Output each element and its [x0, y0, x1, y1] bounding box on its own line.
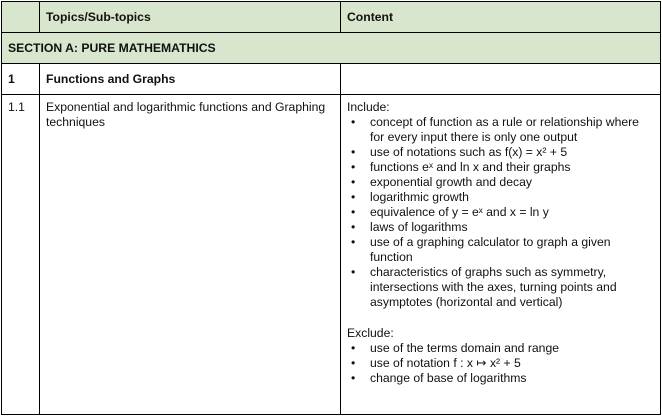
exclude-list	[347, 341, 654, 386]
topic-number: 1	[2, 64, 40, 95]
include-item: • concept of function as a rule or relationship where for every input there is only one output	[347, 115, 654, 145]
subtopic-description: Exponential and logarithmic functions and Graphing techniques	[46, 100, 326, 129]
include-label: Include:	[347, 100, 390, 114]
exclude-label: Exclude:	[347, 326, 394, 340]
subtopic-content-cell	[341, 95, 661, 415]
header-row	[2, 2, 661, 33]
topic-content-cell	[341, 64, 661, 95]
section-title: SECTION A: PURE MATHEMATHICS	[2, 33, 661, 64]
include-item: • logarithmic growth	[347, 190, 654, 205]
include-list	[347, 115, 654, 310]
exclude-item: • change of base of logarithms	[347, 371, 654, 386]
include-item: • laws of logarithms	[347, 220, 654, 235]
exclude-item: • use of the terms domain and range	[347, 341, 654, 356]
topic-row	[2, 64, 661, 95]
include-item: • functions eˣ and ln x and their graphs	[347, 160, 654, 175]
subtopic-number-cell	[2, 95, 40, 415]
section-row	[2, 33, 661, 64]
topic-title: Functions and Graphs	[40, 64, 341, 95]
subtopic-description-cell	[40, 95, 341, 415]
subtopic-row	[2, 95, 661, 415]
syllabus-table	[1, 1, 661, 415]
subtopic-number: 1.1	[8, 100, 25, 114]
header-topics-cell: Topics/Sub-topics	[40, 2, 341, 33]
exclude-item: • use of notation f : x ↦ x² + 5	[347, 356, 654, 371]
include-item: • exponential growth and decay	[347, 175, 654, 190]
header-content-cell: Content	[341, 2, 661, 33]
include-item: • use of a graphing calculator to graph a given function	[347, 235, 654, 265]
include-item: • characteristics of graphs such as symmetry, intersections with the axes, turning points and asymptotes (horizontal and vertical)	[347, 265, 654, 310]
header-number-cell	[2, 2, 40, 33]
include-item: • equivalence of y = eˣ and x = ln y	[347, 205, 654, 220]
include-item: • use of notations such as f(x) = x² + 5	[347, 145, 654, 160]
